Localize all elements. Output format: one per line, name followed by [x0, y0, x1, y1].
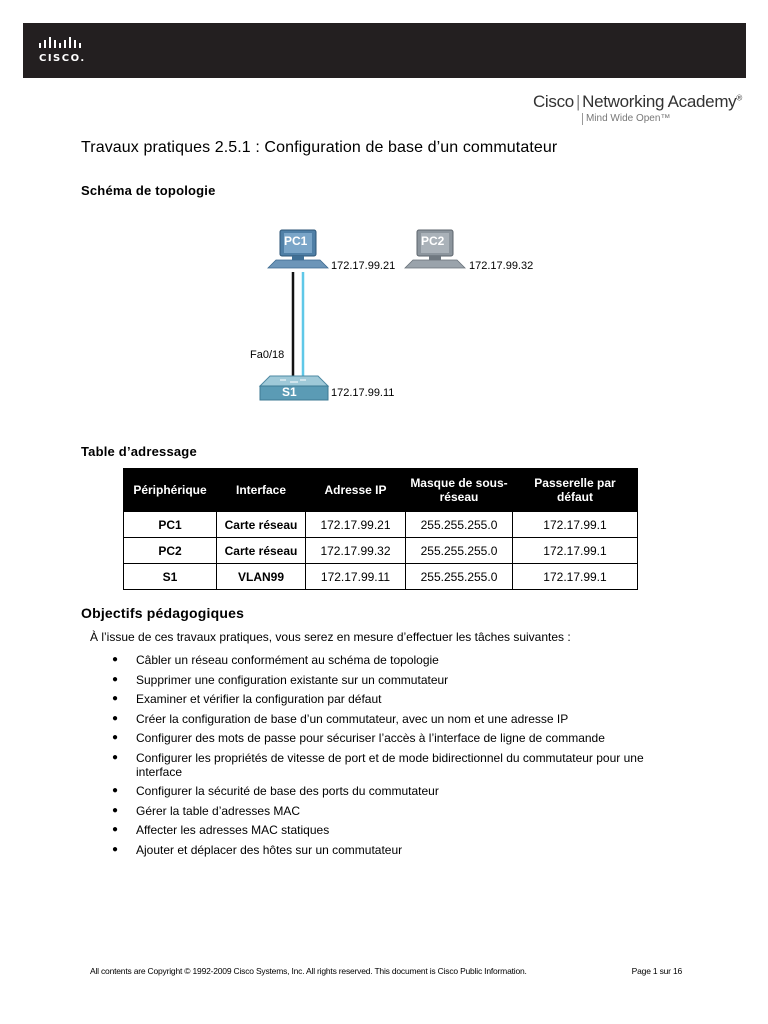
- list-item-text: Affecter les adresses MAC statiques: [136, 823, 330, 837]
- objectives-list: [108, 653, 668, 862]
- cell-gateway: 172.17.99.1: [513, 538, 638, 564]
- list-item: [108, 843, 668, 857]
- pc1-label: PC1: [284, 234, 308, 248]
- col-header-mask: Masque de sous-réseau: [406, 469, 513, 512]
- list-item: [108, 731, 668, 745]
- cell-interface: VLAN99: [217, 564, 306, 590]
- list-item: [108, 712, 668, 726]
- pc1-ip: 172.17.99.21: [331, 260, 396, 272]
- cell-ip: 172.17.99.32: [306, 538, 406, 564]
- cell-mask: 255.255.255.0: [406, 512, 513, 538]
- list-item-text: Ajouter et déplacer des hôtes sur un commutateur: [136, 842, 403, 857]
- bullet-icon: ●: [112, 693, 119, 704]
- footer-copyright: All contents are Copyright © 1992-2009 Cisco Systems, Inc. All rights reserved. This document is Cisco Public Information.: [90, 966, 527, 976]
- academy-cisco: Cisco: [532, 92, 574, 111]
- list-item: [108, 692, 668, 706]
- cell-device: S1: [124, 564, 217, 590]
- academy-tagline: Mind Wide Open™: [582, 113, 742, 125]
- table-header-row: [124, 469, 638, 512]
- cell-gateway: 172.17.99.1: [513, 512, 638, 538]
- list-item-text: Configurer les propriétés de vitesse de port et de mode bidirectionnel du commutateur pour une interface: [136, 750, 644, 779]
- col-header-device: Périphérique: [124, 469, 217, 512]
- cell-interface: Carte réseau: [217, 512, 306, 538]
- header-bar: [23, 23, 746, 78]
- switch-label: S1: [282, 385, 297, 399]
- objectives-heading: Objectifs pédagogiques: [81, 605, 245, 621]
- list-item: [108, 673, 668, 687]
- list-item-text: Configurer la sécurité de base des ports du commutateur: [136, 784, 439, 798]
- table-row: [124, 538, 638, 564]
- pc2-ip: 172.17.99.32: [469, 260, 534, 272]
- cell-device: PC2: [124, 538, 217, 564]
- list-item-text: Câbler un réseau conformément au schéma de topologie: [136, 653, 439, 667]
- list-item: [108, 823, 668, 837]
- cisco-logo-icon: [38, 37, 88, 51]
- addressing-heading: Table d’adressage: [81, 444, 197, 459]
- port-label: Fa0/18: [250, 349, 285, 361]
- bullet-icon: ●: [112, 751, 119, 763]
- list-item-text: Gérer la table d’adresses MAC: [136, 803, 301, 818]
- cell-ip: 172.17.99.21: [306, 512, 406, 538]
- bullet-icon: ●: [112, 673, 119, 685]
- academy-separator: |: [575, 92, 581, 111]
- bullet-icon: ●: [112, 804, 119, 816]
- objectives-intro: À l’issue de ces travaux pratiques, vous serez en mesure d’effectuer les tâches suivantes :: [90, 630, 571, 644]
- cell-device: PC1: [124, 512, 217, 538]
- addressing-table: [123, 468, 638, 590]
- bullet-icon: ●: [112, 785, 119, 796]
- table-row: [124, 512, 638, 538]
- list-item-text: Créer la configuration de base d’un commutateur, avec un nom et une adresse IP: [136, 711, 569, 726]
- cell-ip: 172.17.99.11: [306, 564, 406, 590]
- list-item-text: Configurer des mots de passe pour sécuriser l’accès à l’interface de ligne de commande: [136, 731, 605, 745]
- bullet-icon: ●: [112, 654, 119, 665]
- cisco-logo-text: CISCO.: [39, 53, 86, 64]
- list-item: [108, 784, 668, 798]
- bullet-icon: ●: [112, 843, 119, 855]
- list-item: [108, 751, 668, 779]
- cell-gateway: 172.17.99.1: [513, 564, 638, 590]
- col-header-ip: Adresse IP: [306, 469, 406, 512]
- col-header-interface: Interface: [217, 469, 306, 512]
- table-row: [124, 564, 638, 590]
- academy-name: Networking Academy: [582, 92, 737, 111]
- list-item: [108, 804, 668, 818]
- page-title: Travaux pratiques 2.5.1 : Configuration de base d’un commutateur: [81, 139, 558, 156]
- topology-diagram: [240, 220, 540, 420]
- bullet-icon: ●: [112, 712, 119, 724]
- cell-interface: Carte réseau: [217, 538, 306, 564]
- footer-page-number: Page 1 sur 16: [631, 966, 682, 976]
- list-item-text: Supprimer une configuration existante sur un commutateur: [136, 672, 449, 687]
- academy-branding: [533, 92, 742, 125]
- list-item-text: Examiner et vérifier la configuration par défaut: [136, 692, 382, 706]
- page-footer: [90, 966, 682, 976]
- topology-heading: Schéma de topologie: [81, 183, 216, 198]
- switch-ip: 172.17.99.11: [331, 387, 395, 399]
- bullet-icon: ●: [112, 732, 119, 743]
- pc2-label: PC2: [421, 234, 445, 248]
- list-item: [108, 653, 668, 667]
- academy-registered-mark: ®: [736, 93, 742, 103]
- cell-mask: 255.255.255.0: [406, 564, 513, 590]
- bullet-icon: ●: [112, 824, 119, 835]
- cell-mask: 255.255.255.0: [406, 538, 513, 564]
- col-header-gateway: Passerelle par défaut: [513, 469, 638, 512]
